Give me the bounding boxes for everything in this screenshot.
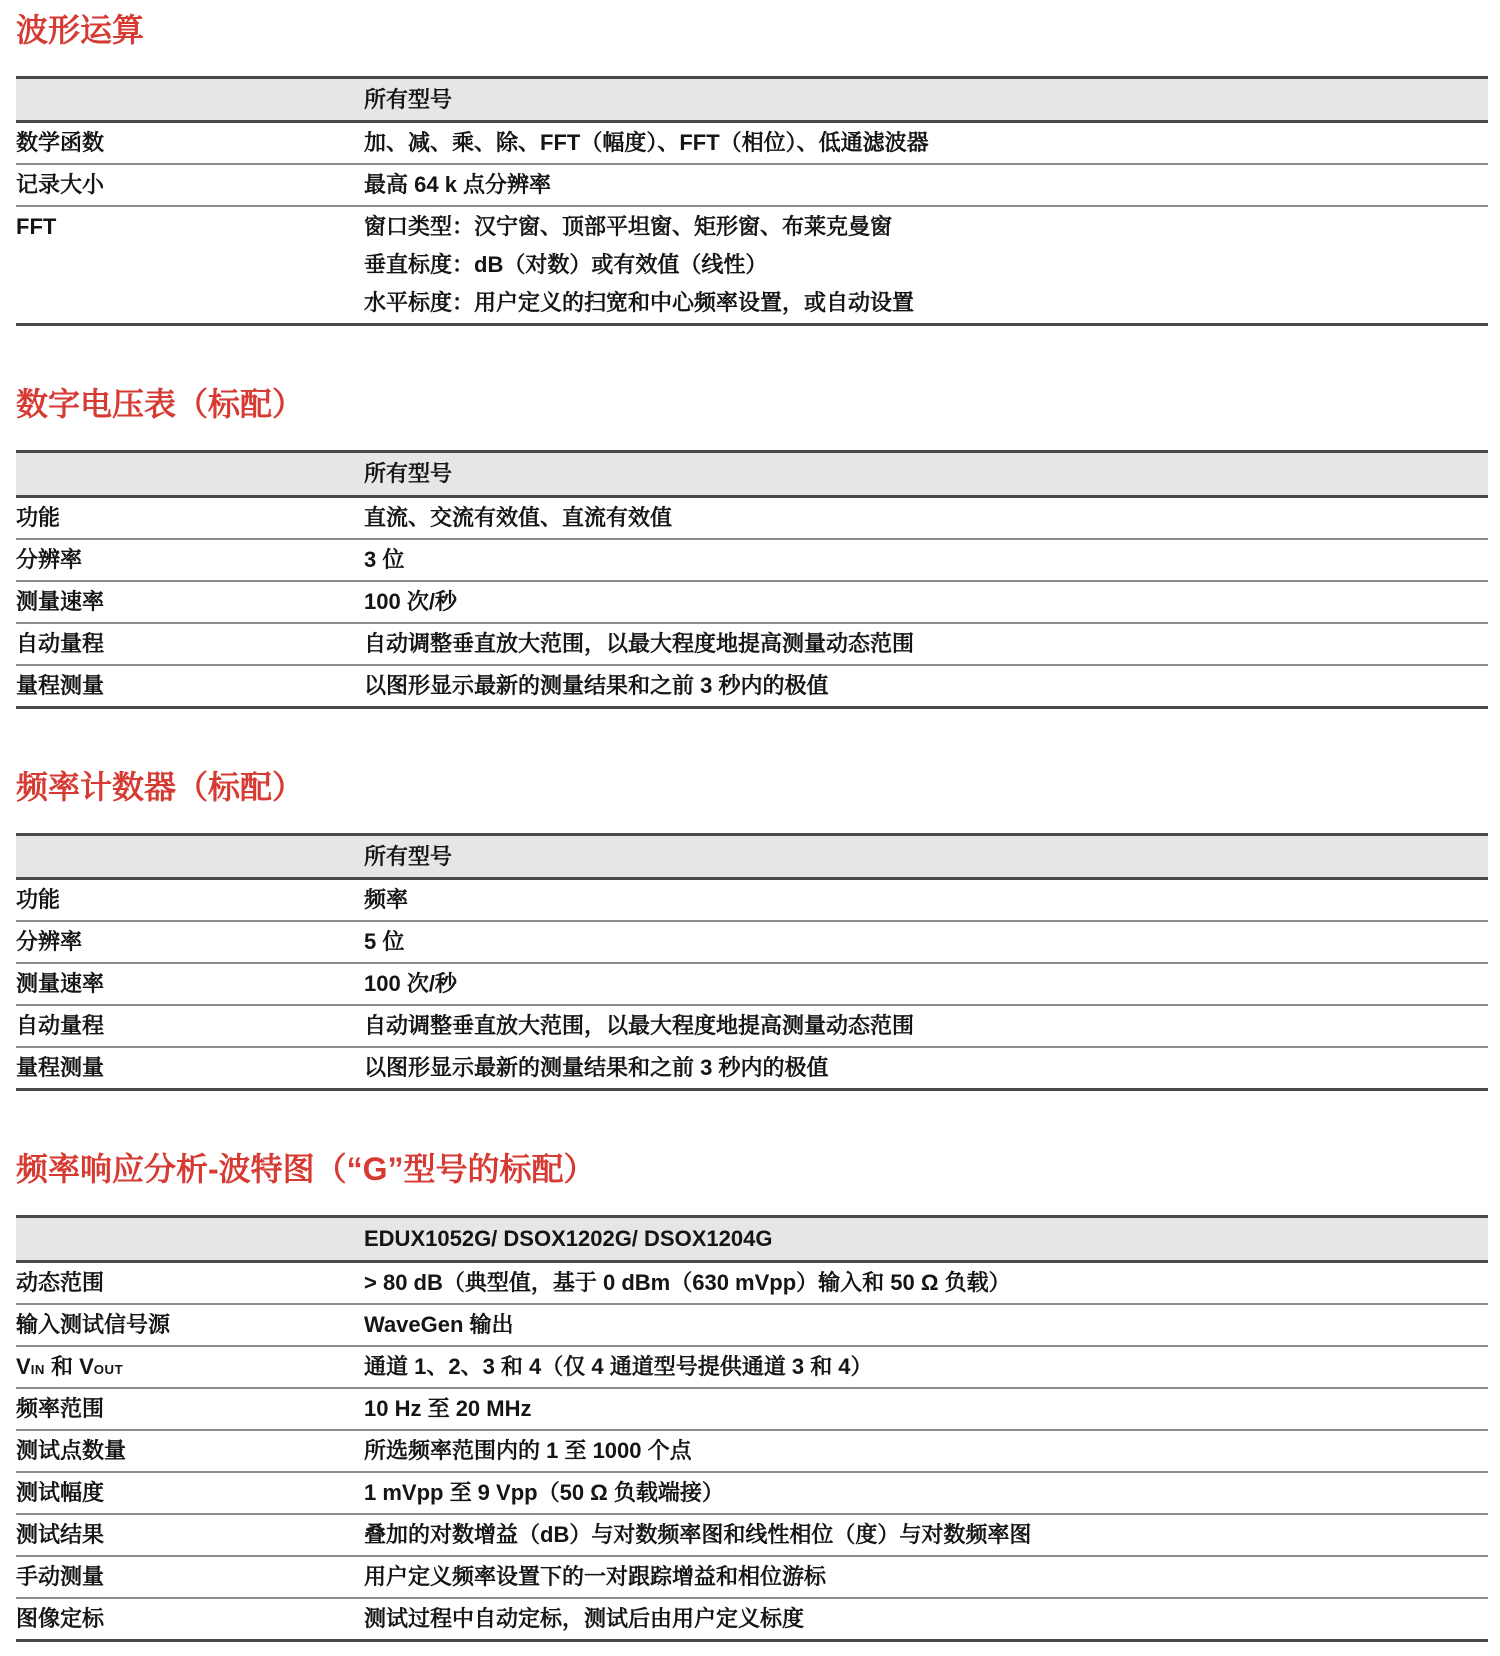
- spec-label: 频率范围: [16, 1388, 364, 1430]
- spec-value: 5 位: [364, 921, 1488, 963]
- section-title: 波形运算: [16, 12, 145, 48]
- table-row: [16, 1556, 1488, 1598]
- models-header: 所有型号: [364, 77, 1488, 122]
- table-row: [16, 206, 1488, 325]
- and-v-symbol: 和 V: [44, 1353, 94, 1379]
- spec-label: 自动量程: [16, 1005, 364, 1047]
- spec-value-line: 窗口类型：汉宁窗、顶部平坦窗、矩形窗、布莱克曼窗: [364, 214, 893, 240]
- table-row: [16, 539, 1488, 581]
- table-row: [16, 1514, 1488, 1556]
- section-frequency-response-bode: [16, 1151, 1488, 1642]
- spec-label: 数学函数: [16, 122, 364, 165]
- spec-value: 1 mVpp 至 9 Vpp（50 Ω 负载端接）: [364, 1472, 1488, 1514]
- spec-label: 记录大小: [16, 164, 364, 206]
- spec-label: 自动量程: [16, 623, 364, 665]
- spec-table: [16, 1215, 1488, 1642]
- table-row: [16, 122, 1488, 165]
- spec-value: 以图形显示最新的测量结果和之前 3 秒内的极值: [364, 672, 829, 698]
- spec-label: 分辨率: [16, 539, 364, 581]
- spec-value: 以图形显示最新的测量结果和之前 3 秒内的极值: [364, 1055, 829, 1081]
- table-row: [16, 623, 1488, 665]
- models-header: 所有型号: [364, 452, 1488, 497]
- table-row: [16, 1005, 1488, 1047]
- table-header-row: [16, 834, 1488, 879]
- spec-label: 分辨率: [16, 921, 364, 963]
- spec-value: 测试过程中自动定标，测试后由用户定义标度: [364, 1605, 805, 1631]
- spec-label: 输入测试信号源: [16, 1304, 364, 1346]
- table-row: [16, 1430, 1488, 1472]
- table-row: [16, 1472, 1488, 1514]
- spec-label: 功能: [16, 496, 364, 539]
- table-row: [16, 1598, 1488, 1641]
- spec-label: 测试结果: [16, 1514, 364, 1556]
- table-row: [16, 879, 1488, 922]
- spec-value-line: 水平标度：用户定义的扫宽和中心频率设置，或自动设置: [364, 290, 915, 316]
- spec-value: 通道 1、2、3 和 4（仅 4 通道型号提供通道 3 和 4）: [364, 1346, 1488, 1388]
- spec-label: 功能: [16, 879, 364, 922]
- spec-value: [364, 206, 1488, 325]
- spec-value: 100 次/秒: [364, 963, 1488, 1005]
- table-row: [16, 1047, 1488, 1090]
- v-symbol: V: [16, 1353, 31, 1379]
- spec-label: 手动测量: [16, 1556, 364, 1598]
- table-row: [16, 164, 1488, 206]
- spec-value: 所选频率范围内的 1 至 1000 个点: [364, 1430, 1488, 1472]
- section-digital-voltmeter: [16, 386, 1488, 708]
- spec-value: 用户定义频率设置下的一对跟踪增益和相位游标: [364, 1556, 1488, 1598]
- spec-label: FFT: [16, 214, 57, 240]
- table-row: [16, 1388, 1488, 1430]
- spec-value: 自动调整垂直放大范围，以最大程度地提高测量动态范围: [364, 623, 1488, 665]
- spec-value: > 80 dB（典型值，基于 0 dBm（630 mVpp）输入和 50 Ω 负载）: [364, 1261, 1488, 1304]
- spec-label: 测量速率: [16, 963, 364, 1005]
- models-header: EDUX1052G/ DSOX1202G/ DSOX1204G: [364, 1217, 1488, 1262]
- spec-value: 加、减、乘、除、FFT（幅度）、FFT（相位）、低通滤波器: [364, 122, 1488, 165]
- spec-table: [16, 833, 1488, 1092]
- table-header-row: [16, 452, 1488, 497]
- header-spacer-cell: [16, 834, 364, 879]
- header-spacer-cell: [16, 1217, 364, 1262]
- spec-value-line: 垂直标度：dB（对数）或有效值（线性）: [364, 252, 768, 278]
- spec-value: 自动调整垂直放大范围，以最大程度地提高测量动态范围: [364, 1005, 1488, 1047]
- spec-value: 叠加的对数增益（dB）与对数频率图和线性相位（度）与对数频率图: [364, 1514, 1488, 1556]
- vin-subscript: IN: [30, 1361, 45, 1377]
- section-title: 数字电压表（标配）: [16, 386, 305, 423]
- table-row: [16, 1261, 1488, 1304]
- table-row: [16, 1304, 1488, 1346]
- spec-label: 量程测量: [16, 1055, 105, 1081]
- table-header-row: [16, 1217, 1488, 1262]
- spec-label: 图像定标: [16, 1605, 105, 1631]
- section-waveform-math: [16, 12, 1488, 326]
- table-row: [16, 921, 1488, 963]
- table-row: [16, 496, 1488, 539]
- table-row: [16, 1346, 1488, 1388]
- header-spacer-cell: [16, 452, 364, 497]
- table-row: [16, 963, 1488, 1005]
- section-title: 频率响应分析-波特图（“G”型号的标配）: [16, 1151, 596, 1188]
- spec-value: 3 位: [364, 539, 1488, 581]
- spec-value: 直流、交流有效值、直流有效值: [364, 496, 1488, 539]
- vout-subscript: OUT: [93, 1361, 124, 1377]
- spec-table: [16, 450, 1488, 709]
- table-header-row: [16, 77, 1488, 122]
- table-row: [16, 581, 1488, 623]
- spec-label: 测试点数量: [16, 1430, 364, 1472]
- spec-label-vin-vout: [16, 1346, 364, 1388]
- spec-label: 量程测量: [16, 672, 105, 698]
- spec-value: WaveGen 输出: [364, 1304, 1488, 1346]
- table-row: [16, 665, 1488, 708]
- spec-value: 10 Hz 至 20 MHz: [364, 1388, 1488, 1430]
- models-header: 所有型号: [364, 834, 1488, 879]
- spec-value: 100 次/秒: [364, 581, 1488, 623]
- spec-label: 测量速率: [16, 581, 364, 623]
- spec-table: [16, 76, 1488, 327]
- spec-label: 动态范围: [16, 1261, 364, 1304]
- spec-value: 最高 64 k 点分辨率: [364, 164, 1488, 206]
- section-frequency-counter: [16, 769, 1488, 1091]
- spec-label: 测试幅度: [16, 1472, 364, 1514]
- header-spacer-cell: [16, 77, 364, 122]
- spec-value: 频率: [364, 879, 1488, 922]
- section-title: 频率计数器（标配）: [16, 768, 305, 805]
